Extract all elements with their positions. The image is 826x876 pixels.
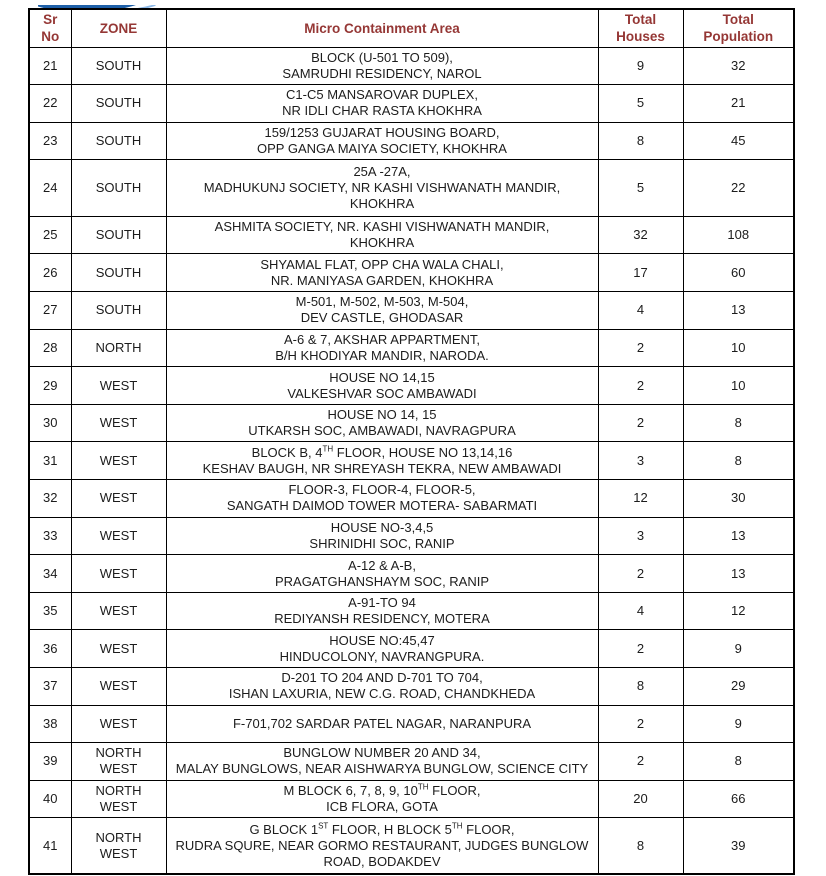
area-line: BUNGLOW NUMBER 20 AND 34, (283, 745, 481, 761)
cell-area (166, 404, 598, 442)
area-line: HOUSE NO 14, 15 (327, 407, 437, 423)
cell-sr-no: 21 (29, 47, 71, 85)
cell-total-houses: 8 (598, 818, 683, 875)
cell-zone: SOUTH (71, 47, 166, 85)
area-line: UTKARSH SOC, AMBAWADI, NAVRAGPURA (248, 423, 516, 439)
area-line: HOUSE NO-3,4,5 (330, 519, 434, 535)
cell-area (166, 329, 598, 367)
area-line: KHOKHRA (349, 196, 415, 212)
table-row (29, 780, 794, 818)
area-line: SANGATH DAIMOD TOWER MOTERA- SABARMATI (226, 498, 538, 514)
cell-sr-no: 28 (29, 329, 71, 367)
area-line: C1-C5 MANSAROVAR DUPLEX, (286, 87, 478, 103)
cell-total-population: 66 (683, 780, 794, 818)
area-line: BLOCK B, 4TH FLOOR, HOUSE NO 13,14,16 (251, 444, 513, 460)
col-header-label: Total (624, 12, 657, 28)
cell-sr-no: 25 (29, 216, 71, 254)
cell-zone: NORTH WEST (71, 780, 166, 818)
cell-total-houses: 8 (598, 122, 683, 160)
table-row (29, 292, 794, 330)
cell-total-population: 21 (683, 85, 794, 123)
col-header-label: Micro Containment Area (304, 20, 460, 36)
cell-zone: SOUTH (71, 254, 166, 292)
cell-sr-no: 36 (29, 630, 71, 668)
cell-zone: WEST (71, 555, 166, 593)
logo-swoosh-icon (38, 0, 156, 8)
cell-total-houses: 4 (598, 292, 683, 330)
cell-total-population: 8 (683, 404, 794, 442)
cell-total-houses: 5 (598, 85, 683, 123)
cell-sr-no: 31 (29, 442, 71, 480)
area-line: 159/1253 GUJARAT HOUSING BOARD, (264, 124, 500, 140)
col-header-population (683, 9, 794, 47)
cell-zone: SOUTH (71, 122, 166, 160)
col-header-label: Total (722, 12, 754, 28)
cell-zone: NORTH WEST (71, 818, 166, 875)
col-header-label: Population (703, 29, 774, 45)
area-line: DEV CASTLE, GHODASAR (300, 310, 464, 326)
cell-sr-no: 38 (29, 705, 71, 743)
cell-area (166, 480, 598, 518)
area-line: SAMRUDHI RESIDENCY, NAROL (282, 65, 482, 81)
cell-area (166, 668, 598, 706)
cell-zone: SOUTH (71, 85, 166, 123)
area-line: NR IDLI CHAR RASTA KHOKHRA (282, 103, 482, 119)
table-row (29, 254, 794, 292)
area-line: B/H KHODIYAR MANDIR, NARODA. (275, 347, 489, 363)
table-row (29, 517, 794, 555)
col-header-label: ZONE (99, 20, 138, 36)
cell-total-houses: 2 (598, 555, 683, 593)
cell-total-population: 32 (683, 47, 794, 85)
cell-area (166, 216, 598, 254)
table-row (29, 555, 794, 593)
cell-area (166, 780, 598, 818)
cell-area (166, 517, 598, 555)
cell-sr-no: 32 (29, 480, 71, 518)
cell-total-population: 22 (683, 160, 794, 217)
header-row (29, 9, 794, 47)
table-row (29, 818, 794, 875)
area-line: ASHMITA SOCIETY, NR. KASHI VISHWANATH MANDIR, (214, 219, 550, 235)
col-header-zone (71, 9, 166, 47)
cell-total-population: 8 (683, 743, 794, 781)
cell-area (166, 160, 598, 217)
cell-area (166, 254, 598, 292)
cell-total-houses: 12 (598, 480, 683, 518)
area-line: F-701,702 SARDAR PATEL NAGAR, NARANPURA (232, 715, 532, 731)
cell-sr-no: 35 (29, 592, 71, 630)
table-row (29, 442, 794, 480)
cell-total-houses: 2 (598, 367, 683, 405)
area-line: KESHAV BAUGH, NR SHREYASH TEKRA, NEW AMBAWADI (202, 460, 562, 476)
cell-sr-no: 39 (29, 743, 71, 781)
cell-area (166, 592, 598, 630)
cell-zone: WEST (71, 668, 166, 706)
cell-zone: WEST (71, 480, 166, 518)
cell-area (166, 442, 598, 480)
cell-total-houses: 9 (598, 47, 683, 85)
cell-total-houses: 5 (598, 160, 683, 217)
cell-total-population: 108 (683, 216, 794, 254)
cell-total-population: 29 (683, 668, 794, 706)
cell-sr-no: 41 (29, 818, 71, 875)
cell-total-population: 60 (683, 254, 794, 292)
cell-area (166, 705, 598, 743)
area-line: A-12 & A-B, (348, 557, 416, 573)
cell-total-population: 10 (683, 329, 794, 367)
cell-total-population: 39 (683, 818, 794, 875)
table-row (29, 160, 794, 217)
cell-zone: WEST (71, 367, 166, 405)
cell-zone: SOUTH (71, 292, 166, 330)
cell-total-houses: 17 (598, 254, 683, 292)
col-header-label: No (41, 29, 60, 45)
table-row (29, 367, 794, 405)
cell-sr-no: 40 (29, 780, 71, 818)
cell-sr-no: 27 (29, 292, 71, 330)
cell-area (166, 367, 598, 405)
area-line: KHOKHRA (349, 235, 415, 251)
cell-area (166, 47, 598, 85)
area-line: VALKESHVAR SOC AMBAWADI (287, 385, 477, 401)
area-line: RUDRA SQURE, NEAR GORMO RESTAURANT, JUDGES BUNGLOW (175, 837, 589, 853)
area-line: BLOCK (U-501 TO 509), (311, 49, 453, 65)
col-header-label: Houses (616, 29, 665, 45)
cell-total-houses: 32 (598, 216, 683, 254)
cell-total-houses: 2 (598, 630, 683, 668)
cell-zone: WEST (71, 630, 166, 668)
area-line: M BLOCK 6, 7, 8, 9, 10TH FLOOR, (283, 782, 481, 799)
area-line: D-201 TO 204 AND D-701 TO 704, (281, 670, 483, 686)
table-body (29, 47, 794, 874)
cell-total-population: 45 (683, 122, 794, 160)
cell-zone: NORTH WEST (71, 743, 166, 781)
cell-area (166, 292, 598, 330)
table-row (29, 85, 794, 123)
table-row (29, 630, 794, 668)
table-row (29, 329, 794, 367)
cell-area (166, 555, 598, 593)
cell-area (166, 85, 598, 123)
cell-total-population: 30 (683, 480, 794, 518)
table-row (29, 705, 794, 743)
area-line: MALAY BUNGLOWS, NEAR AISHWARYA BUNGLOW, SCIENCE CITY (175, 761, 589, 777)
table-row (29, 592, 794, 630)
cell-total-population: 10 (683, 367, 794, 405)
cell-area (166, 818, 598, 875)
col-header-area (166, 9, 598, 47)
cell-zone: WEST (71, 592, 166, 630)
area-line: HINDUCOLONY, NAVRANGPURA. (279, 648, 485, 664)
area-line: OPP GANGA MAIYA SOCIETY, KHOKHRA (257, 140, 507, 156)
area-line: A-91-TO 94 (348, 595, 416, 611)
cell-total-population: 9 (683, 705, 794, 743)
cell-total-houses: 20 (598, 780, 683, 818)
table-row (29, 668, 794, 706)
cell-zone: WEST (71, 442, 166, 480)
cell-zone: SOUTH (71, 216, 166, 254)
area-line: ISHAN LAXURIA, NEW C.G. ROAD, CHANDKHEDA (228, 686, 536, 702)
cell-total-population: 9 (683, 630, 794, 668)
cell-sr-no: 22 (29, 85, 71, 123)
cell-sr-no: 34 (29, 555, 71, 593)
cell-total-houses: 2 (598, 329, 683, 367)
area-line: ICB FLORA, GOTA (326, 799, 438, 815)
cell-sr-no: 30 (29, 404, 71, 442)
cell-zone: WEST (71, 517, 166, 555)
cell-sr-no: 26 (29, 254, 71, 292)
table-row (29, 743, 794, 781)
cell-sr-no: 37 (29, 668, 71, 706)
area-line: A-6 & 7, AKSHAR APPARTMENT, (283, 331, 481, 347)
cell-total-population: 8 (683, 442, 794, 480)
table-header (29, 9, 794, 47)
table-row (29, 480, 794, 518)
area-line: FLOOR-3, FLOOR-4, FLOOR-5, (288, 482, 476, 498)
table-row (29, 404, 794, 442)
area-line: MADHUKUNJ SOCIETY, NR KASHI VISHWANATH MANDIR, (203, 180, 561, 196)
area-line: M-501, M-502, M-503, M-504, (295, 294, 469, 310)
cell-zone: SOUTH (71, 160, 166, 217)
containment-table (28, 8, 795, 875)
cell-total-population: 13 (683, 555, 794, 593)
area-line: HOUSE NO:45,47 (329, 632, 435, 648)
cell-total-houses: 3 (598, 442, 683, 480)
area-line: SHYAMAL FLAT, OPP CHA WALA CHALI, (260, 256, 504, 272)
cell-total-population: 13 (683, 292, 794, 330)
cell-sr-no: 33 (29, 517, 71, 555)
cell-total-houses: 3 (598, 517, 683, 555)
col-header-sr_no (29, 9, 71, 47)
cell-sr-no: 23 (29, 122, 71, 160)
cell-zone: NORTH (71, 329, 166, 367)
area-line: REDIYANSH RESIDENCY, MOTERA (274, 611, 490, 627)
cell-total-houses: 4 (598, 592, 683, 630)
area-line: HOUSE NO 14,15 (329, 369, 435, 385)
cell-sr-no: 29 (29, 367, 71, 405)
cell-total-houses: 2 (598, 743, 683, 781)
area-line: ROAD, BODAKDEV (323, 853, 441, 869)
area-line: SHRINIDHI SOC, RANIP (309, 535, 455, 551)
cell-area (166, 743, 598, 781)
cell-total-houses: 2 (598, 705, 683, 743)
cell-area (166, 122, 598, 160)
table-row (29, 122, 794, 160)
cell-total-population: 12 (683, 592, 794, 630)
col-header-label: Sr (43, 12, 58, 28)
cell-zone: WEST (71, 404, 166, 442)
area-line: PRAGATGHANSHAYM SOC, RANIP (274, 573, 490, 589)
cell-total-houses: 2 (598, 404, 683, 442)
cell-total-houses: 8 (598, 668, 683, 706)
cell-sr-no: 24 (29, 160, 71, 217)
area-line: NR. MANIYASA GARDEN, KHOKHRA (270, 272, 494, 288)
table-row (29, 216, 794, 254)
cell-area (166, 630, 598, 668)
cell-zone: WEST (71, 705, 166, 743)
table-row (29, 47, 794, 85)
cell-total-population: 13 (683, 517, 794, 555)
area-line: G BLOCK 1ST FLOOR, H BLOCK 5TH FLOOR, (249, 821, 515, 837)
col-header-houses (598, 9, 683, 47)
area-line: 25A -27A, (353, 164, 411, 180)
